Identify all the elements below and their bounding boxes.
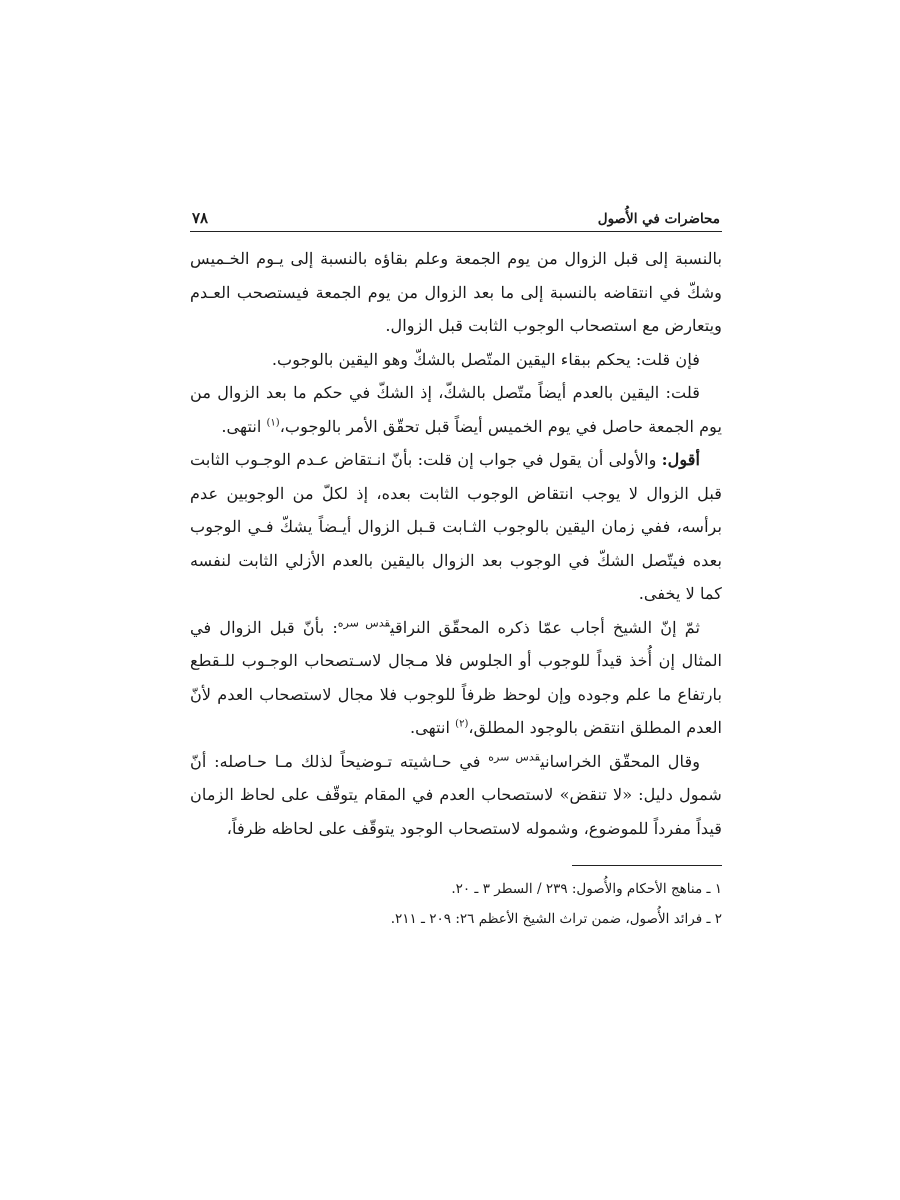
footnote-divider	[572, 865, 722, 866]
running-title: محاضرات في الأُصول	[597, 211, 720, 227]
text-line: وشكّ في انتقاضه بالنسبة إلى ما بعد الزوال من يوم الجمعة فيستصحب العـدم	[190, 282, 722, 302]
footnote-1: ١ ـ مناهج الأحكام والأُصول: ٢٣٩ / السطر ٣ ـ ٢٠.	[451, 881, 722, 897]
paragraph-text: : بأنّ قبل الزوال في المثال إن أُخذ قيداً للوجوب أو الجلوس فلا مـجال لاسـتصحاب الوجـوب للـقطع بارتفاع ما علم وجوده وإن لوحظ ظرفاً للوجوب فلا مجال لاستصحاب العدم لأنّ العدم المطلق انتقض بالوجود المطلق،	[190, 617, 722, 737]
paragraph-text: انتهى.	[410, 718, 456, 737]
paragraph-author-comment	[190, 443, 722, 611]
paragraph-text: وقال المحقّق الخراساني	[540, 751, 701, 771]
footnote-ref-2: (٢)	[455, 718, 469, 730]
book-page	[190, 195, 722, 934]
paragraph-text: قلت: اليقين بالعدم أيضاً متّصل بالشكّ، إذ الشكّ في حكم ما بعد الزوال من يوم الجمعة حاصل في يوم الخميس أيضاً قبل تحقّق الأمر بالوجوب،	[190, 383, 722, 436]
paragraph-text: انتهى.	[221, 416, 267, 436]
paragraph-text: ثمّ إنّ الشيخ أجاب عمّا ذكره المحقّق النراقي	[390, 617, 700, 637]
paragraph-continuation	[190, 242, 722, 343]
footnotes	[190, 874, 722, 934]
paragraph-khorasani	[190, 745, 722, 846]
paragraph-reply	[190, 376, 722, 443]
text-line: بالنسبة إلى قبل الزوال من يوم الجمعة وعلم بقاؤه بالنسبة إلى يـوم الخـميس	[190, 249, 722, 268]
paragraph-text: والأولى أن يقول في جواب إن قلت: بأنّ انـتقاض عـدم الوجـوب الثابت قبل الزوال لا يوجب انتقاض الوجوب الثابت بعده، إذ لكلّ من الوجوبين عدم برأسه، ففي زمان اليقين بالوجوب الثـابت قـبل الزوال أيـضاً يشكّ فـي الوجوب بعده فيتّصل الشكّ في الوجوب بعد الزوال باليقين بالعدم الأزلي الثابت لنفسه كما لا يخفى.	[190, 450, 722, 603]
footnote-ref-1: (١)	[266, 417, 280, 429]
honorific-symbol: قدس سره	[337, 616, 391, 630]
text-line: ويتعارض مع استصحاب الوجوب الثابت قبل الزوال.	[385, 316, 722, 335]
paragraph-text: فإن قلت: يحكم ببقاء اليقين المتّصل بالشكّ وهو اليقين بالوجوب.	[271, 349, 700, 369]
main-text	[190, 242, 722, 845]
paragraph-objection	[190, 343, 722, 377]
running-header	[190, 195, 722, 232]
paragraph-text: في حـاشيته تـوضيحاً لذلك مـا حـاصله: أنّ شمول دليل: «لا تنقض» لاستصحاب العدم في المقام يتوقّف على لحاظ الزمان قيداً مفرداً للموضوع، وشموله لاستصحاب الوجود يتوقّف على لحاظه ظرفاً،	[190, 751, 722, 838]
page-number: ٧٨	[192, 209, 209, 227]
honorific-symbol: قدس سره	[488, 750, 541, 764]
lead-word: أقول:	[661, 450, 700, 469]
paragraph-sheikh-answer	[190, 611, 722, 745]
footnote-2: ٢ ـ فرائد الأُصول، ضمن تراث الشيخ الأعظم ٢٦: ٢٠٩ ـ ٢١١.	[390, 911, 722, 927]
